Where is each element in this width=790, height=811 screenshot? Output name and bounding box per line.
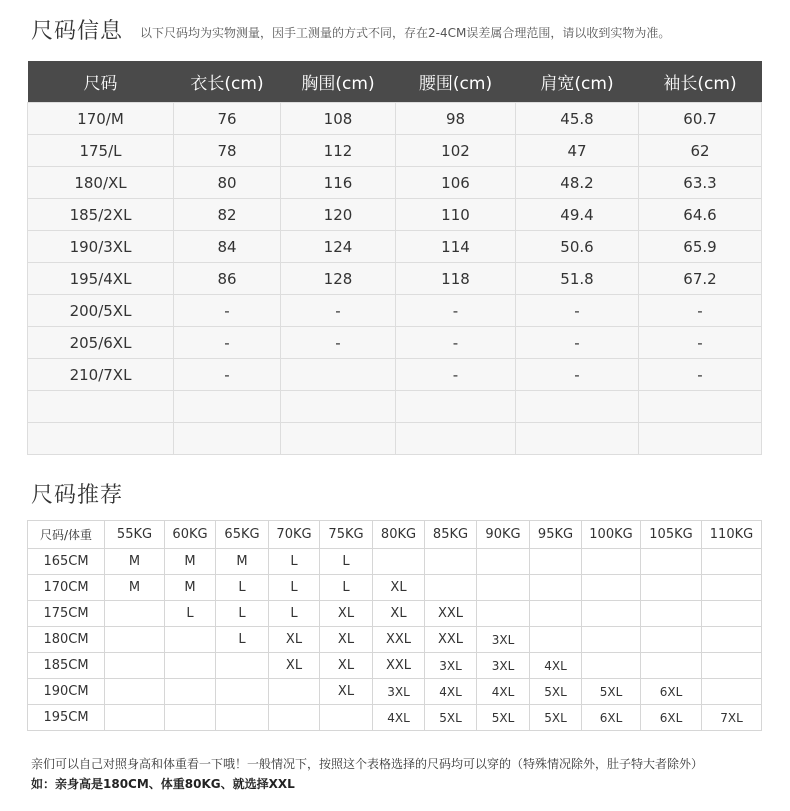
- weight-header: 100KG: [582, 521, 641, 549]
- size-cell: 106: [396, 167, 516, 199]
- recommend-header-row: [28, 521, 762, 549]
- column-header: 腰围(cm): [396, 61, 516, 103]
- size-cell: 48.2: [516, 167, 639, 199]
- recommend-cell: [165, 627, 216, 653]
- recommend-cell: 3XL: [425, 653, 477, 679]
- recommend-cell: L: [269, 601, 320, 627]
- recommend-cell: XXL: [425, 601, 477, 627]
- recommend-cell: 5XL: [530, 679, 582, 705]
- recommend-cell: [216, 679, 269, 705]
- size-cell: 60.7: [639, 103, 762, 135]
- column-header: 尺码: [28, 61, 174, 103]
- recommend-cell: [641, 575, 702, 601]
- size-cell: 45.8: [516, 103, 639, 135]
- size-cell: -: [174, 327, 281, 359]
- size-cell: 210/7XL: [28, 359, 174, 391]
- size-cell: 124: [281, 231, 396, 263]
- size-cell: [396, 391, 516, 423]
- size-cell: [396, 423, 516, 455]
- recommend-cell: 6XL: [641, 705, 702, 731]
- size-cell: -: [174, 359, 281, 391]
- recommend-cell: XXL: [373, 653, 425, 679]
- recommend-cell: 3XL: [477, 653, 530, 679]
- size-cell: 185/2XL: [28, 199, 174, 231]
- recommend-cell: [641, 549, 702, 575]
- size-cell: 128: [281, 263, 396, 295]
- recommend-cell: [582, 601, 641, 627]
- size-cell: -: [281, 327, 396, 359]
- height-label: 190CM: [28, 679, 105, 705]
- recommend-cell: XL: [320, 679, 373, 705]
- size-cell: 65.9: [639, 231, 762, 263]
- recommend-row: [28, 627, 762, 653]
- size-cell: -: [516, 295, 639, 327]
- size-info-subtitle: 以下尺码均为实物测量，因手工测量的方式不同，存在2-4CM误差属合理范围，请以收到实物为准。: [140, 26, 671, 40]
- recommend-cell: [105, 679, 165, 705]
- size-cell: 64.6: [639, 199, 762, 231]
- weight-header: 95KG: [530, 521, 582, 549]
- column-header: 肩宽(cm): [516, 61, 639, 103]
- size-cell: 110: [396, 199, 516, 231]
- size-recommend-title: 尺码推荐: [31, 483, 124, 508]
- note-line-2: 如：亲身高是180CM、体重80KG、就选择XXL: [31, 777, 295, 791]
- size-cell: 47: [516, 135, 639, 167]
- size-cell: 180/XL: [28, 167, 174, 199]
- size-cell: -: [516, 359, 639, 391]
- size-cell: 118: [396, 263, 516, 295]
- weight-header: 75KG: [320, 521, 373, 549]
- size-table-row: [28, 295, 762, 327]
- size-cell: -: [174, 295, 281, 327]
- recommend-cell: L: [320, 575, 373, 601]
- recommend-cell: 3XL: [477, 627, 530, 653]
- recommend-cell: [702, 653, 762, 679]
- column-header: 胸围(cm): [281, 61, 396, 103]
- recommend-cell: XXL: [425, 627, 477, 653]
- weight-header: 85KG: [425, 521, 477, 549]
- recommend-cell: L: [320, 549, 373, 575]
- recommend-cell: [582, 575, 641, 601]
- height-label: 170CM: [28, 575, 105, 601]
- recommend-cell: [641, 601, 702, 627]
- size-cell: 51.8: [516, 263, 639, 295]
- size-cell: [639, 423, 762, 455]
- note-line-1: 亲们可以自己对照身高和体重看一下哦！一般情况下，按照这个表格选择的尺码均可以穿的（特殊情况除外，肚子特大者除外）: [31, 757, 704, 771]
- size-table-row: [28, 327, 762, 359]
- size-cell: -: [639, 295, 762, 327]
- size-cell: [28, 423, 174, 455]
- column-header: 袖长(cm): [639, 61, 762, 103]
- recommend-row: [28, 575, 762, 601]
- size-table-row: [28, 263, 762, 295]
- recommend-cell: XL: [269, 653, 320, 679]
- size-cell: 108: [281, 103, 396, 135]
- recommend-row: [28, 549, 762, 575]
- size-cell: -: [639, 359, 762, 391]
- size-cell: 78: [174, 135, 281, 167]
- recommend-cell: [165, 653, 216, 679]
- weight-header: 60KG: [165, 521, 216, 549]
- column-header: 衣长(cm): [174, 61, 281, 103]
- size-table-row: [28, 231, 762, 263]
- recommend-cell: [530, 575, 582, 601]
- recommend-cell: [105, 705, 165, 731]
- weight-header: 70KG: [269, 521, 320, 549]
- weight-header: 110KG: [702, 521, 762, 549]
- size-cell: 102: [396, 135, 516, 167]
- recommend-cell: L: [269, 575, 320, 601]
- recommend-cell: L: [216, 575, 269, 601]
- recommend-cell: M: [165, 575, 216, 601]
- size-cell: 190/3XL: [28, 231, 174, 263]
- weight-header: 80KG: [373, 521, 425, 549]
- recommend-cell: XL: [320, 653, 373, 679]
- size-cell: [28, 391, 174, 423]
- size-cell: [516, 391, 639, 423]
- recommend-cell: [216, 653, 269, 679]
- size-cell: 49.4: [516, 199, 639, 231]
- size-cell: 84: [174, 231, 281, 263]
- recommend-cell: [641, 653, 702, 679]
- height-label: 180CM: [28, 627, 105, 653]
- recommend-cell: [702, 601, 762, 627]
- size-cell: 67.2: [639, 263, 762, 295]
- recommend-cell: [477, 549, 530, 575]
- recommend-cell: 4XL: [477, 679, 530, 705]
- weight-header: 55KG: [105, 521, 165, 549]
- height-label: 175CM: [28, 601, 105, 627]
- size-cell: -: [639, 327, 762, 359]
- recommend-cell: 4XL: [425, 679, 477, 705]
- size-cell: 175/L: [28, 135, 174, 167]
- recommend-cell: 4XL: [530, 653, 582, 679]
- size-cell: 116: [281, 167, 396, 199]
- size-cell: [516, 423, 639, 455]
- recommend-cell: [425, 575, 477, 601]
- recommend-cell: [269, 705, 320, 731]
- recommend-cell: L: [216, 601, 269, 627]
- recommend-cell: 6XL: [582, 705, 641, 731]
- size-cell: [174, 423, 281, 455]
- recommend-cell: [425, 549, 477, 575]
- recommend-cell: XL: [373, 601, 425, 627]
- size-recommend-table: [27, 520, 762, 731]
- recommend-cell: [105, 653, 165, 679]
- size-cell: -: [396, 327, 516, 359]
- size-cell: 63.3: [639, 167, 762, 199]
- recommend-cell: XL: [373, 575, 425, 601]
- recommend-cell: [582, 549, 641, 575]
- size-table-row: [28, 359, 762, 391]
- recommend-cell: [702, 679, 762, 705]
- size-cell: [281, 359, 396, 391]
- recommend-cell: [477, 575, 530, 601]
- recommend-cell: 5XL: [530, 705, 582, 731]
- recommend-cell: [702, 627, 762, 653]
- recommend-cell: 3XL: [373, 679, 425, 705]
- size-cell: 205/6XL: [28, 327, 174, 359]
- recommend-cell: 7XL: [702, 705, 762, 731]
- height-label: 165CM: [28, 549, 105, 575]
- size-cell: 76: [174, 103, 281, 135]
- size-cell: 82: [174, 199, 281, 231]
- recommend-cell: 5XL: [477, 705, 530, 731]
- recommend-cell: XL: [320, 601, 373, 627]
- recommend-cell: [641, 627, 702, 653]
- size-cell: -: [396, 359, 516, 391]
- recommend-cell: [477, 601, 530, 627]
- size-cell: [174, 391, 281, 423]
- recommend-row: [28, 679, 762, 705]
- size-cell: 170/M: [28, 103, 174, 135]
- size-cell: -: [281, 295, 396, 327]
- recommend-cell: M: [165, 549, 216, 575]
- recommend-cell: M: [105, 575, 165, 601]
- recommend-cell: XXL: [373, 627, 425, 653]
- recommend-cell: [582, 627, 641, 653]
- weight-header: 尺码/体重: [28, 521, 105, 549]
- recommend-cell: M: [216, 549, 269, 575]
- recommend-cell: M: [105, 549, 165, 575]
- size-cell: [639, 391, 762, 423]
- size-cell: 112: [281, 135, 396, 167]
- recommend-cell: [165, 679, 216, 705]
- size-cell: 80: [174, 167, 281, 199]
- size-cell: [281, 391, 396, 423]
- size-table-row: [28, 423, 762, 455]
- recommend-row: [28, 601, 762, 627]
- size-cell: 86: [174, 263, 281, 295]
- recommend-cell: [216, 705, 269, 731]
- recommend-cell: L: [269, 549, 320, 575]
- weight-header: 90KG: [477, 521, 530, 549]
- size-table-row: [28, 199, 762, 231]
- size-cell: [281, 423, 396, 455]
- size-cell: -: [396, 295, 516, 327]
- recommend-cell: [530, 549, 582, 575]
- recommend-cell: 5XL: [425, 705, 477, 731]
- recommend-cell: [702, 575, 762, 601]
- size-cell: 195/4XL: [28, 263, 174, 295]
- size-table-row: [28, 135, 762, 167]
- height-label: 195CM: [28, 705, 105, 731]
- recommend-cell: [530, 627, 582, 653]
- recommend-cell: [530, 601, 582, 627]
- height-label: 185CM: [28, 653, 105, 679]
- recommend-cell: XL: [269, 627, 320, 653]
- recommend-cell: 6XL: [641, 679, 702, 705]
- recommend-cell: [105, 601, 165, 627]
- recommend-cell: [373, 549, 425, 575]
- recommend-cell: L: [216, 627, 269, 653]
- size-cell: 200/5XL: [28, 295, 174, 327]
- size-table-row: [28, 103, 762, 135]
- recommend-cell: [582, 653, 641, 679]
- weight-header: 65KG: [216, 521, 269, 549]
- weight-header: 105KG: [641, 521, 702, 549]
- size-table-header-row: [28, 61, 762, 103]
- recommend-cell: 4XL: [373, 705, 425, 731]
- size-table: [27, 61, 762, 455]
- size-info-title: 尺码信息: [31, 19, 124, 44]
- recommend-cell: [269, 679, 320, 705]
- recommend-cell: [702, 549, 762, 575]
- size-table-row: [28, 391, 762, 423]
- recommend-cell: 5XL: [582, 679, 641, 705]
- recommend-cell: [105, 627, 165, 653]
- size-cell: 120: [281, 199, 396, 231]
- recommend-cell: L: [165, 601, 216, 627]
- size-cell: 98: [396, 103, 516, 135]
- recommend-row: [28, 653, 762, 679]
- size-cell: 62: [639, 135, 762, 167]
- size-table-row: [28, 167, 762, 199]
- size-cell: 50.6: [516, 231, 639, 263]
- size-cell: 114: [396, 231, 516, 263]
- recommend-cell: [320, 705, 373, 731]
- recommend-cell: XL: [320, 627, 373, 653]
- recommend-cell: [165, 705, 216, 731]
- recommend-row: [28, 705, 762, 731]
- size-cell: -: [516, 327, 639, 359]
